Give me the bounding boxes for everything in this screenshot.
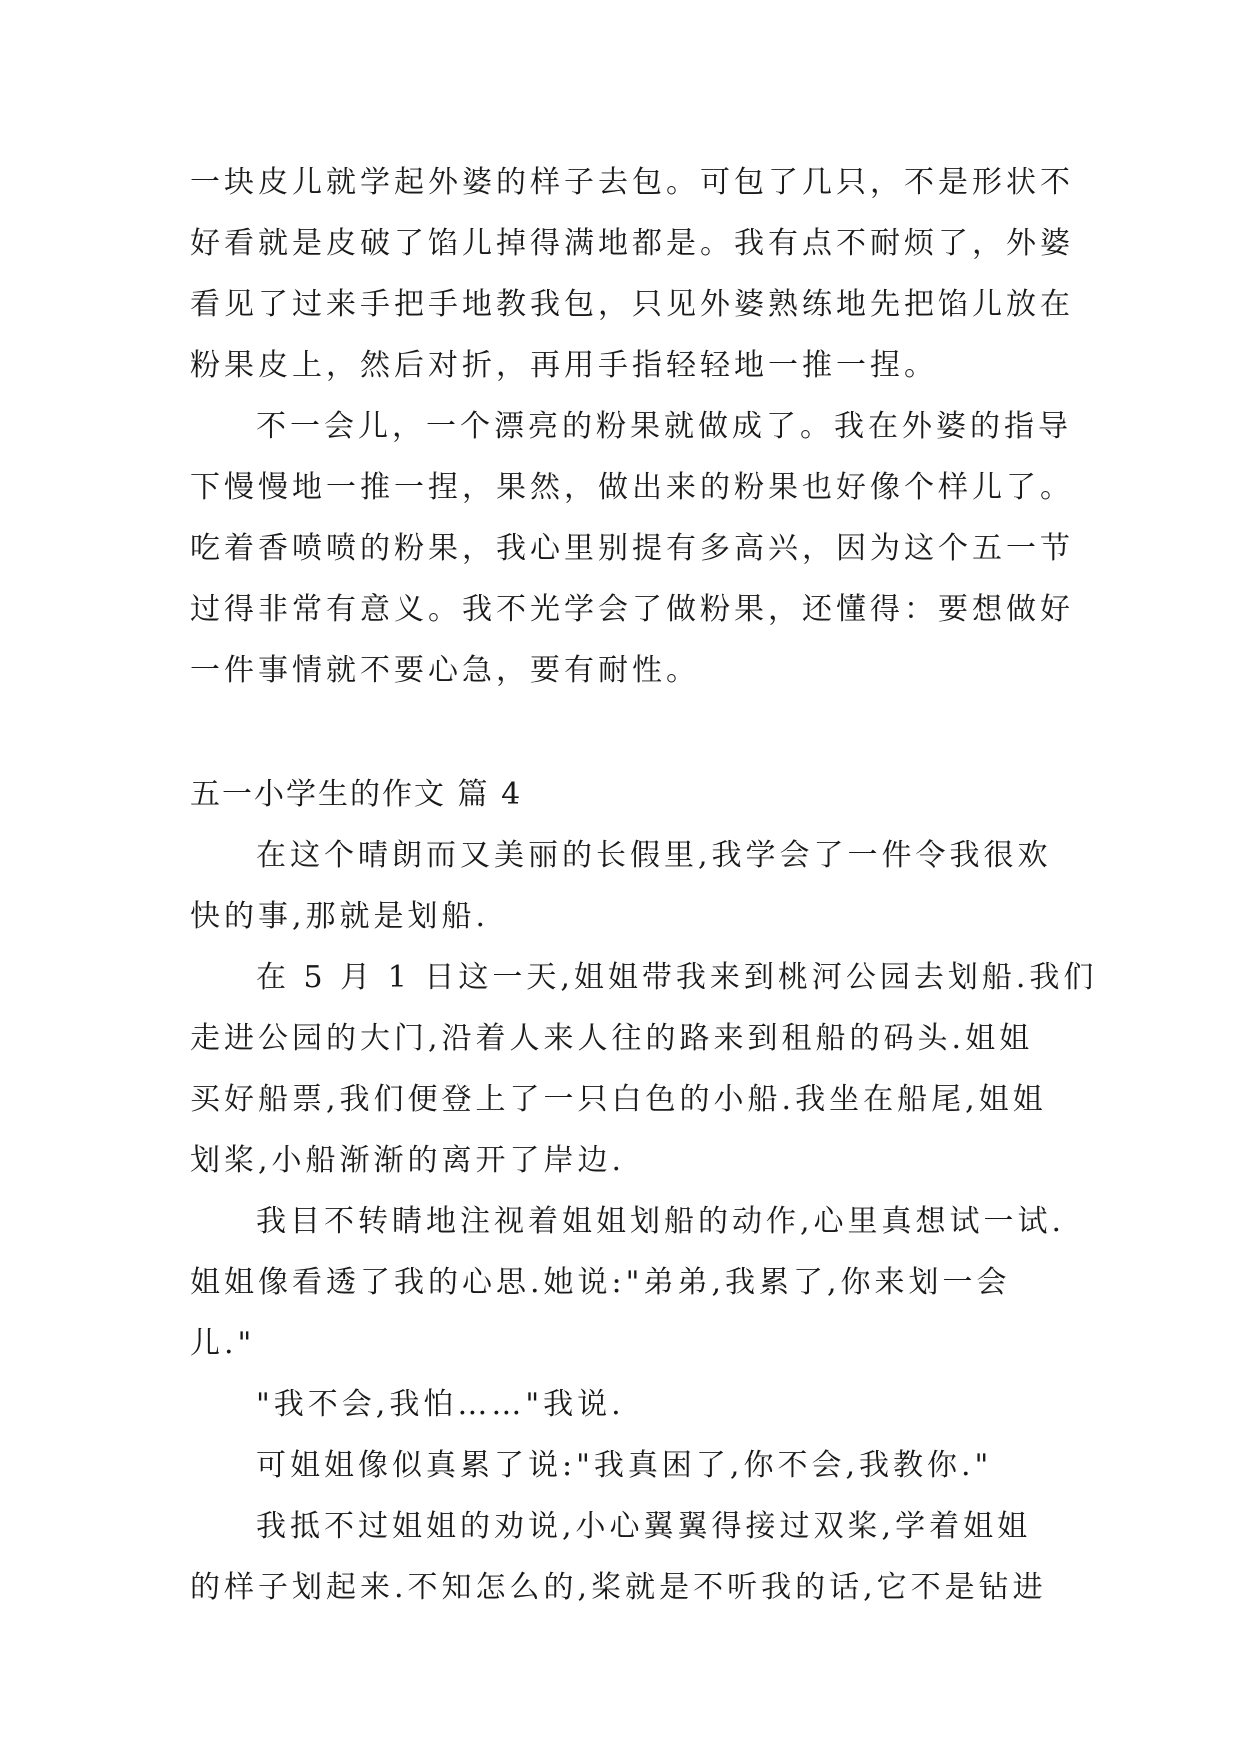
paragraph-start-line: 在这个晴朗而又美丽的长假里,我学会了一件令我很欢 [256,838,1052,873]
section-heading: 五一小学生的作文 篇 4 [190,777,523,812]
text-line: 划桨,小船渐渐的离开了岸边. [190,1143,626,1178]
text-line: 吃着香喷喷的粉果，我心里别提有多高兴，因为这个五一节 [190,531,1074,566]
paragraph-start-line: 可姐姐像似真累了说:"我真困了,你不会,我教你." [256,1448,993,1483]
text-line: 的样子划起来.不知怎么的,桨就是不听我的话,它不是钻进 [190,1570,1047,1605]
text-line: 过得非常有意义。我不光学会了做粉果，还懂得：要想做好 [190,592,1074,627]
section-gap [190,701,1060,764]
text-line: 好看就是皮破了馅儿掉得满地都是。我有点不耐烦了，外婆 [190,226,1074,261]
paragraph-start-line: 我目不转睛地注视着姐姐划船的动作,心里真想试一试. [256,1204,1066,1239]
text-line: 粉果皮上，然后对折，再用手指轻轻地一推一捏。 [190,348,938,383]
text-line: 儿." [190,1326,256,1361]
text-line: 下慢慢地一推一捏，果然，做出来的粉果也好像个样儿了。 [190,470,1074,505]
paragraph-start-line: "我不会,我怕……"我说. [256,1387,625,1422]
document-body [190,152,1098,1618]
text-line: 快的事,那就是划船. [190,899,490,934]
text-line: 看见了过来手把手地教我包，只见外婆熟练地先把馅儿放在 [190,287,1074,322]
text-line: 一块皮儿就学起外婆的样子去包。可包了几只，不是形状不 [190,165,1074,200]
paragraph-start-line: 在 5 月 1 日这一天,姐姐带我来到桃河公园去划船.我们 [256,960,1098,995]
paragraph-start-line: 我抵不过姐姐的劝说,小心翼翼得接过双桨,学着姐姐 [256,1509,1032,1544]
text-line: 走进公园的大门,沿着人来人往的路来到租船的码头.姐姐 [190,1021,1034,1056]
text-line: 买好船票,我们便登上了一只白色的小船.我坐在船尾,姐姐 [190,1082,1047,1117]
paragraph-start-line: 不一会儿，一个漂亮的粉果就做成了。我在外婆的指导 [256,409,1072,444]
text-line: 一件事情就不要心急，要有耐性。 [190,653,700,688]
text-line: 姐姐像看透了我的心思.她说:"弟弟,我累了,你来划一会 [190,1265,1011,1300]
